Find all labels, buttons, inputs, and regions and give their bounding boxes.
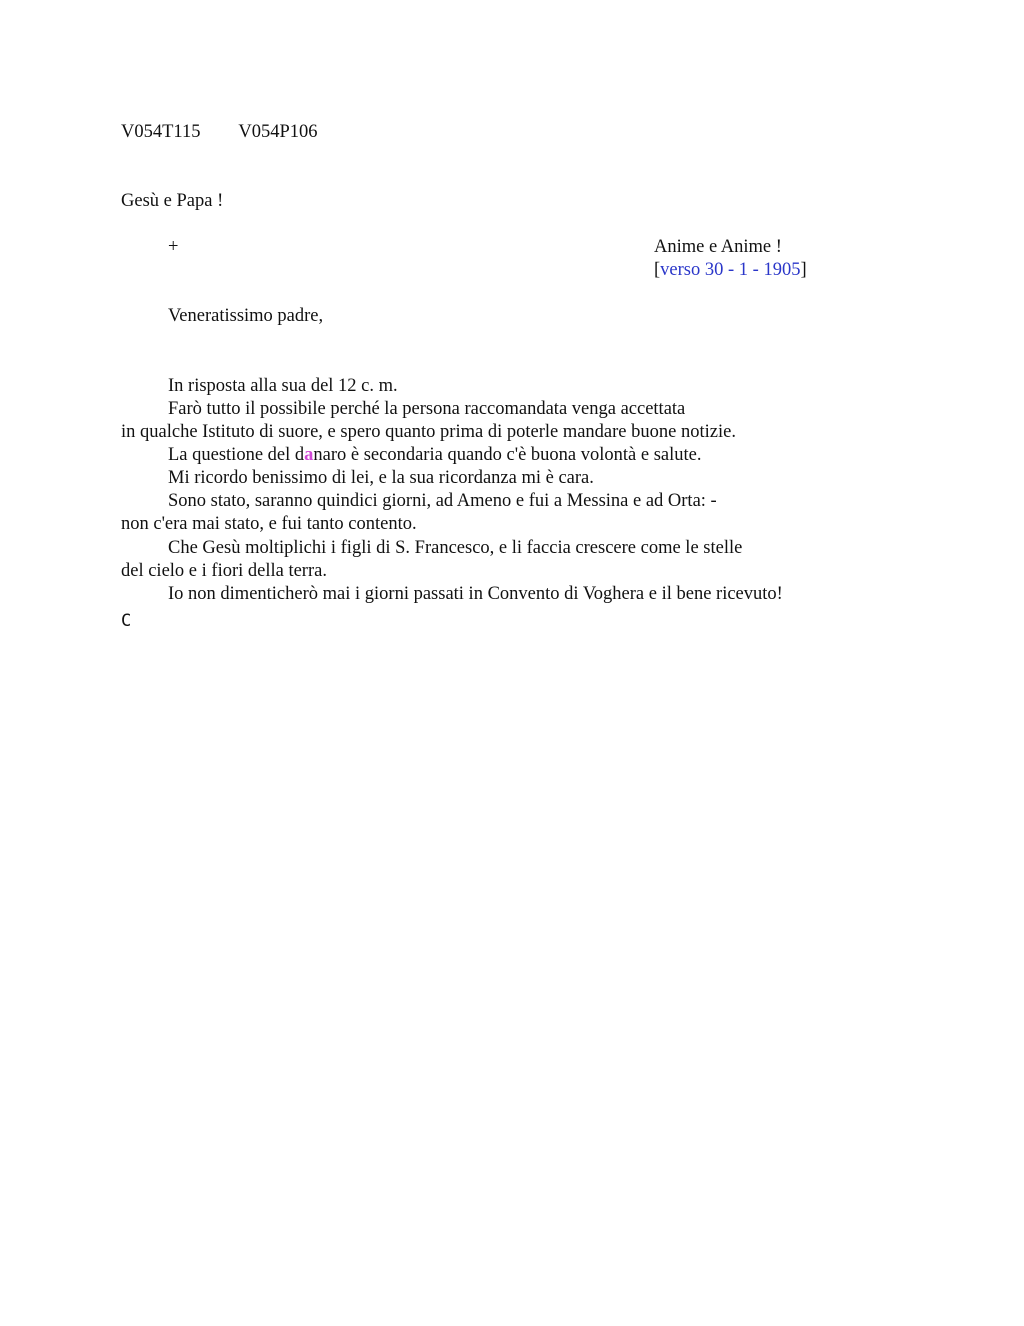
body-line-4-pre: La questione del d	[168, 445, 305, 465]
body-line-9: del cielo e i fiori della terra.	[121, 561, 327, 581]
header-codes	[121, 121, 318, 144]
body-line-3: in qualche Istituto di suore, e spero quanto prima di poterle mandare buone notizie.	[121, 422, 736, 442]
body-line-1: In risposta alla sua del 12 c. m.	[168, 376, 398, 396]
body-line-5: Mi ricordo benissimo di lei, e la sua ricordanza mi è cara.	[168, 468, 594, 488]
date-note	[654, 259, 807, 282]
cross-mark: +	[168, 237, 179, 257]
body-line-8: Che Gesù moltiplichi i figli di S. Francesco, e li faccia crescere come le stelle	[168, 538, 743, 558]
date-bracket-open: [	[654, 260, 661, 280]
body-line-10: Io non dimenticherò mai i giorni passati in Convento di Voghera e il bene ricevuto!	[168, 584, 783, 604]
greeting-top: Gesù e Papa !	[121, 191, 224, 211]
motto: Anime e Anime !	[654, 237, 782, 257]
end-marker: C	[121, 611, 132, 631]
body-line-4-post: naro è secondaria quando c'è buona volontà e salute.	[313, 445, 702, 465]
body-line-6: Sono stato, saranno quindici giorni, ad Ameno e fui a Messina e ad Orta: -	[168, 491, 717, 511]
code-p: V054P106	[238, 122, 318, 142]
salutation: Veneratissimo padre,	[168, 306, 324, 326]
date-bracket-close: ]	[800, 260, 807, 280]
date-text: verso 30 - 1 - 1905	[660, 260, 801, 280]
body-line-7: non c'era mai stato, e fui tanto contento.	[121, 514, 417, 534]
code-t: V054T115	[121, 122, 201, 142]
body-line-2: Farò tutto il possibile perché la persona raccomandata venga accettata	[168, 399, 686, 419]
body-line-4	[168, 444, 701, 467]
variant-letter: a	[304, 445, 314, 465]
